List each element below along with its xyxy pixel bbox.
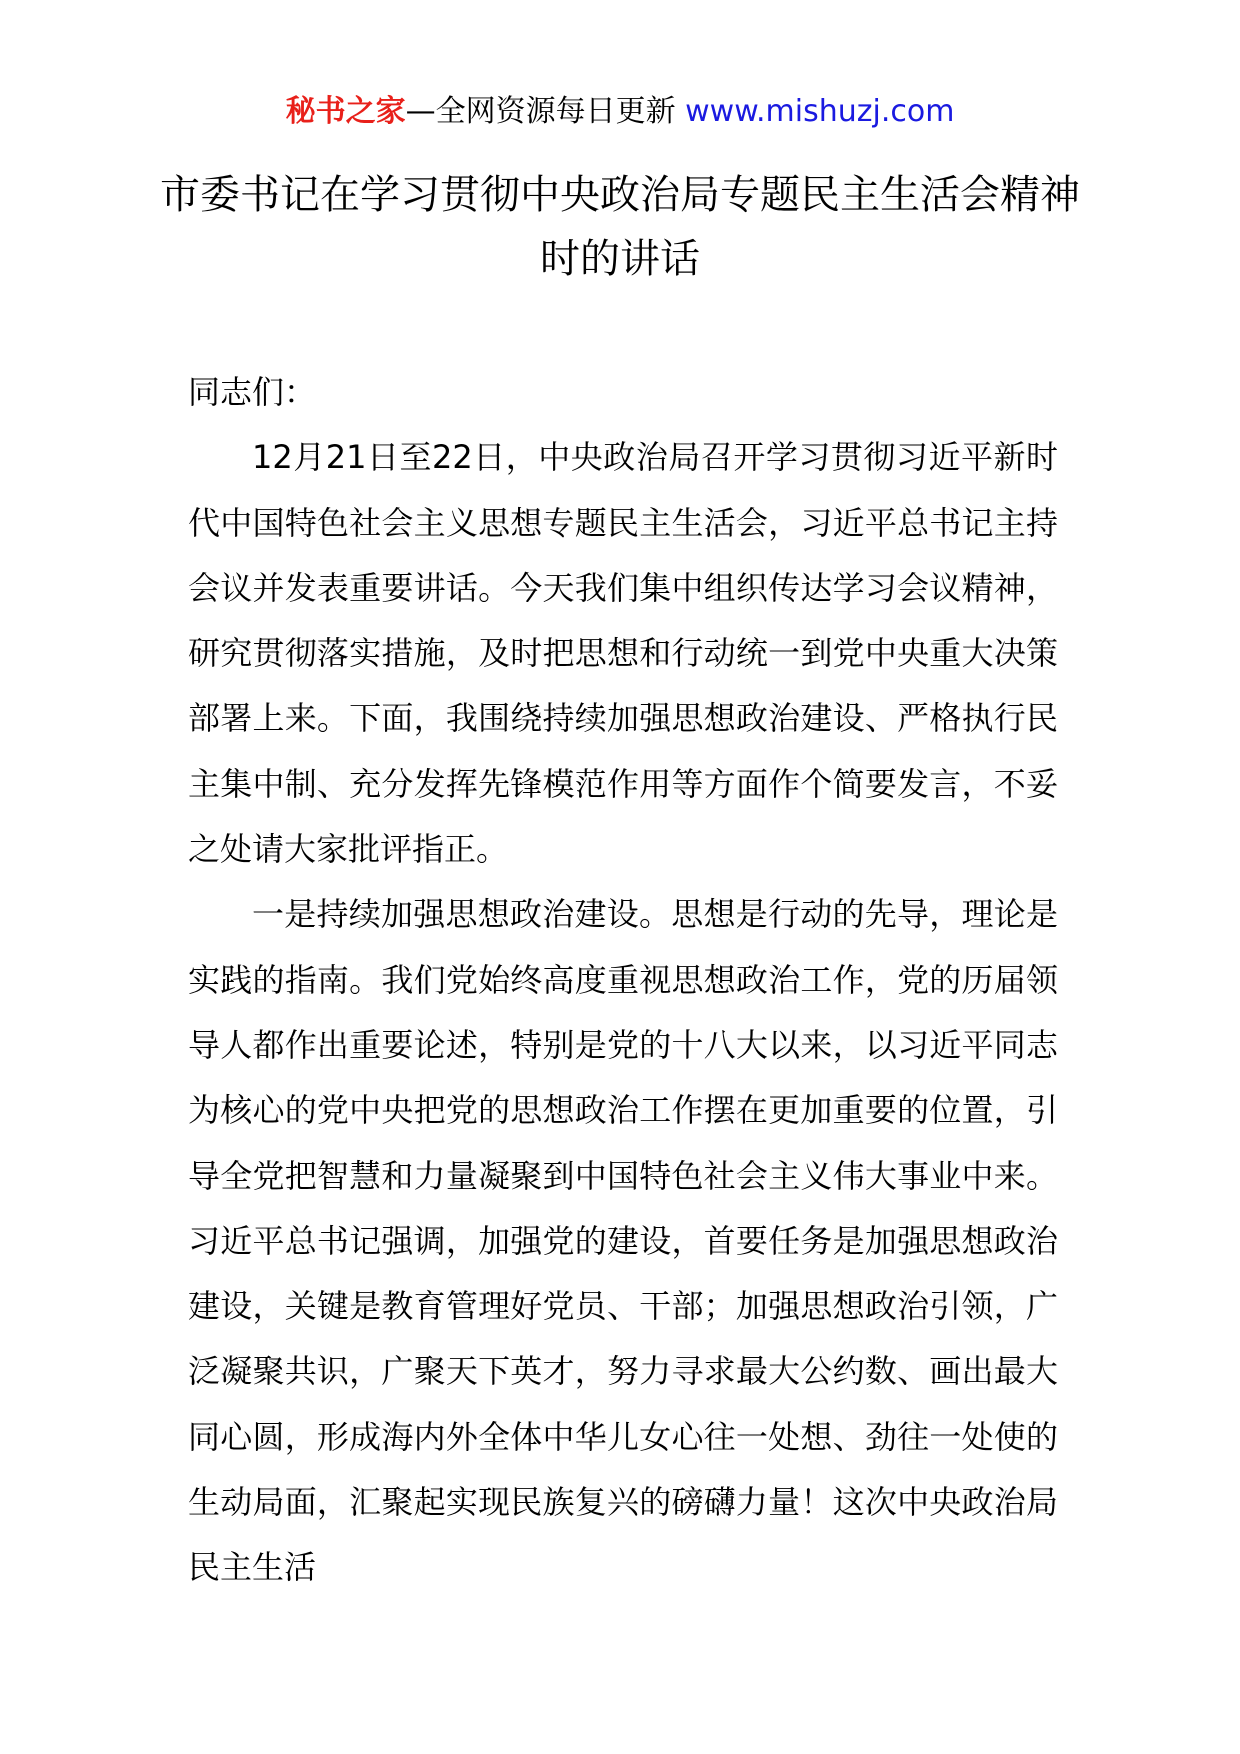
salutation: 同志们： (188, 373, 317, 411)
body-paragraph: 12月21日至22日，中央政治局召开学习贯彻习近平新时代中国特色社会主义思想专题民主生活会，习近平总书记主持会议并发表重要讲话。今天我们集中组织传达学习会议精神，研究贯彻落实措施，及时把思想和行动统一到党中央重大决策部署上来。下面，我围绕持续加强思想政治建设、严格执行民主集中制、充分发挥先锋模范作用等方面作个简要发言，不妥之处请大家批评指正。 (188, 438, 1058, 869)
site-header (0, 92, 1240, 132)
body-paragraph: 一是持续加强思想政治建设。思想是行动的先导，理论是实践的指南。我们党始终高度重视思想政治工作，党的历届领导人都作出重要论述，特别是党的十八大以来，以习近平同志为核心的党中央把党的思想政治工作摆在更加重要的位置，引导全党把智慧和力量凝聚到中国特色社会主义伟大事业中来。习近平总书记强调，加强党的建设，首要任务是加强思想政治建设，关键是教育管理好党员、干部；加强思想政治引领，广泛凝聚共识，广聚天下英才，努力寻求最大公约数、画出最大同心圆，形成海内外全体中华儿女心往一处想、劲往一处使的生动局面，汇聚起实现民族复兴的磅礴力量！这次中央政治局民主生活 (188, 895, 1058, 1587)
site-brand: 秘书之家 (285, 94, 406, 129)
document-body (188, 360, 1058, 1601)
document-title: 市委书记在学习贯彻中央政治局专题民主生活会精神时的讲话 (160, 172, 1080, 282)
site-tagline: —全网资源每日更新 (405, 94, 686, 129)
site-url-link[interactable]: www.mishuzj.com (685, 94, 955, 129)
